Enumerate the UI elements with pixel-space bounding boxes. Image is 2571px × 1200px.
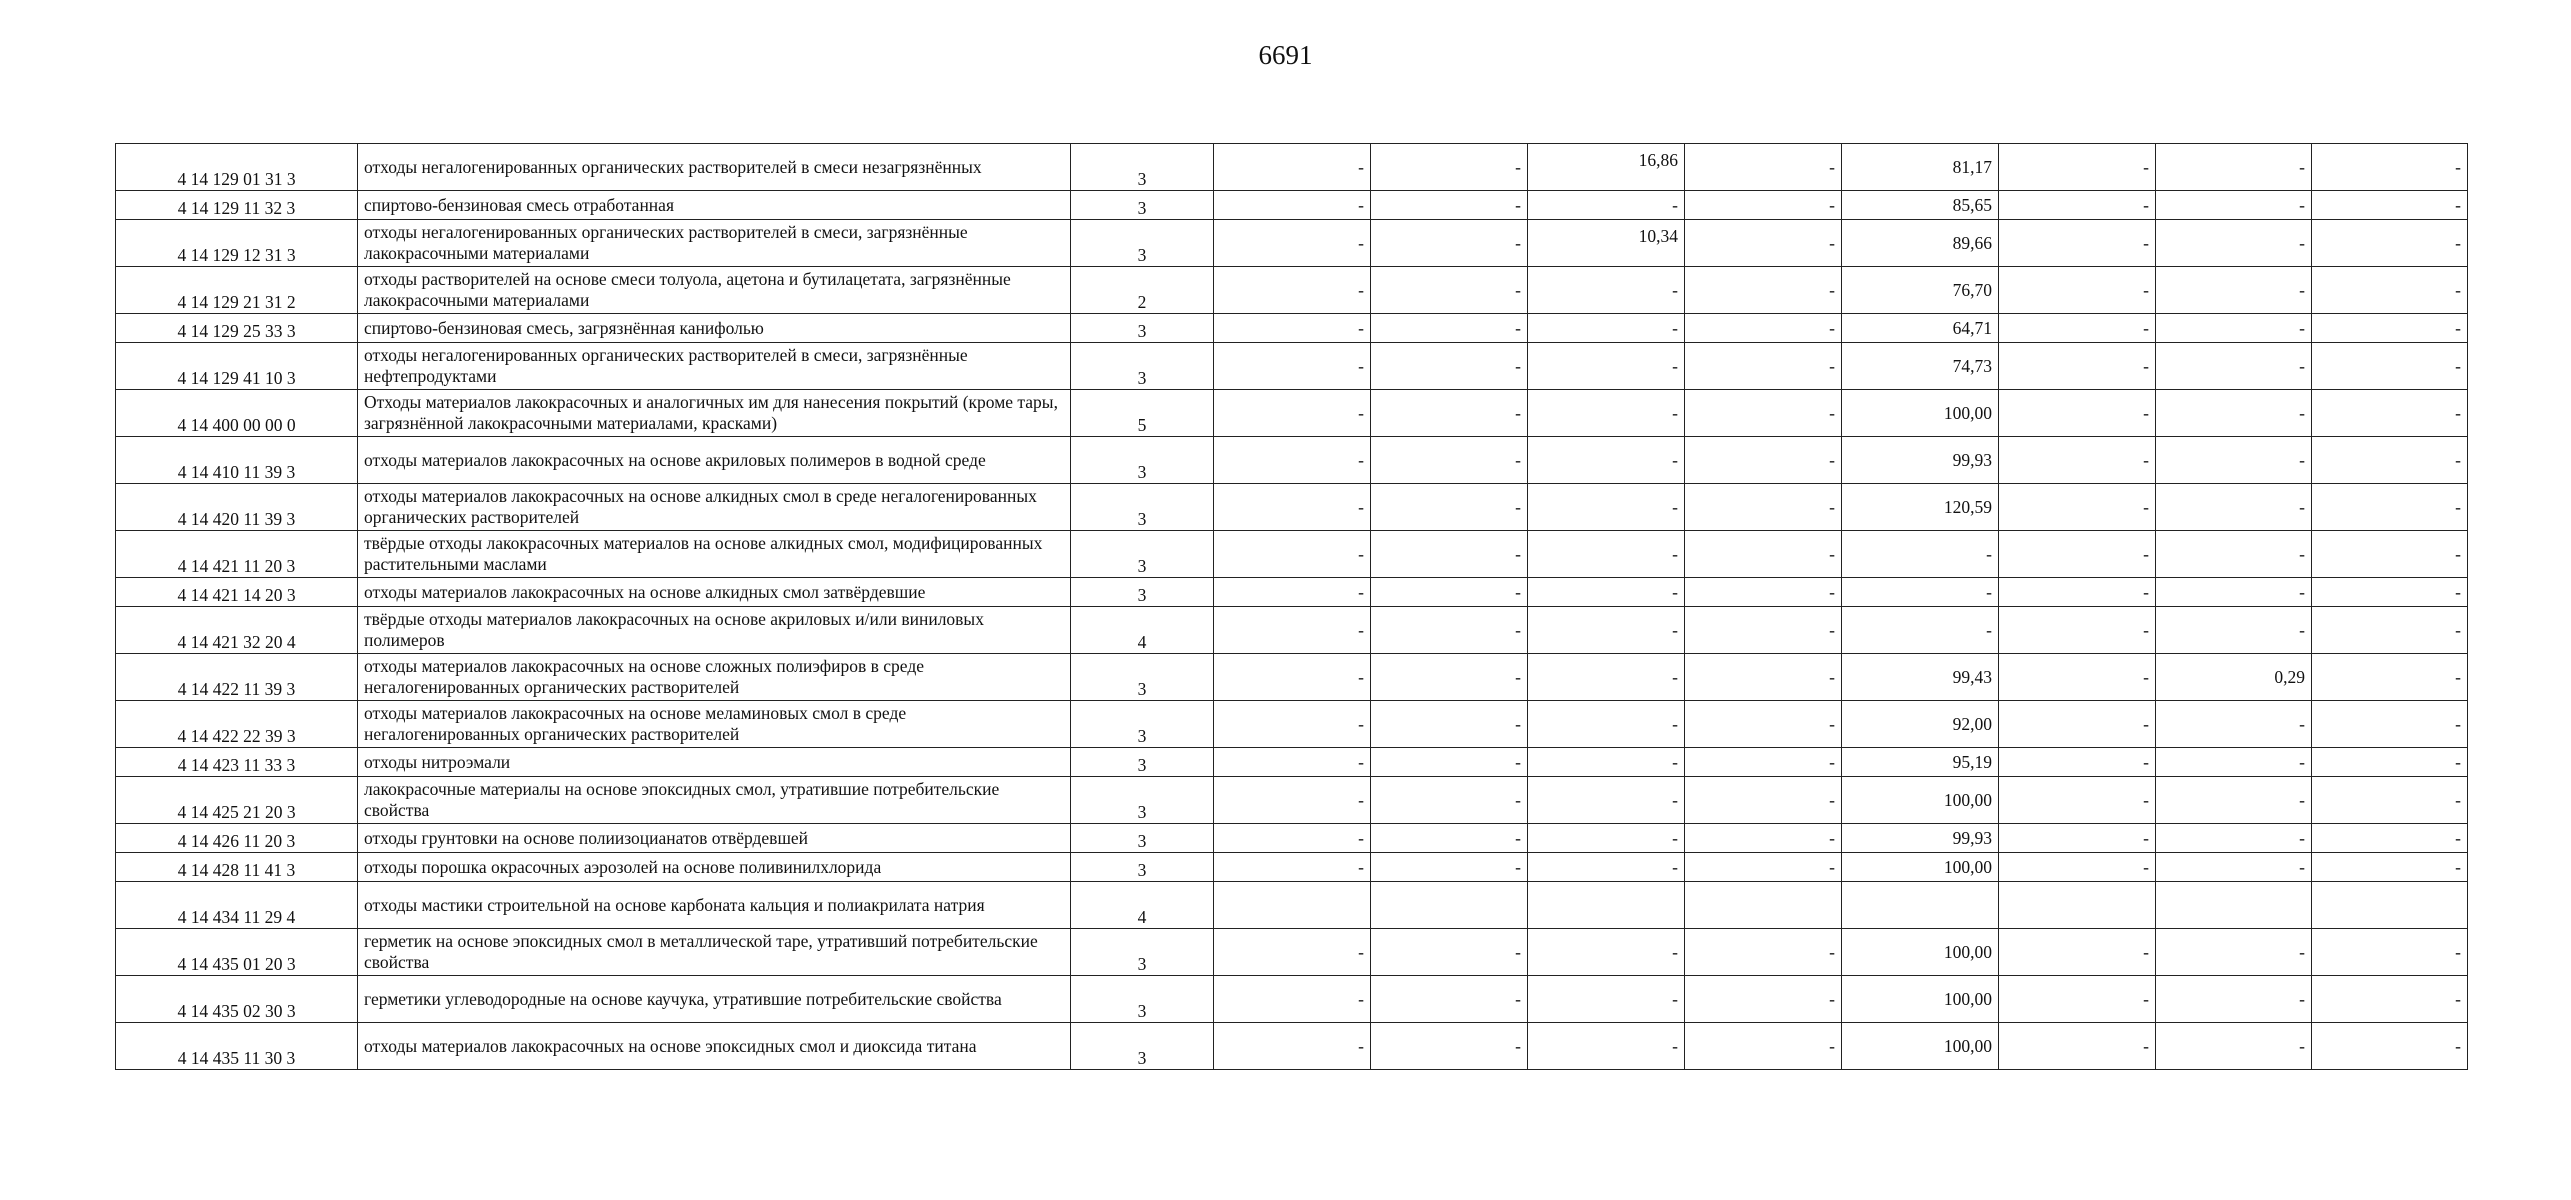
waste-code-cell: 4 14 129 21 31 2 <box>116 267 358 314</box>
value-cell: - <box>1842 578 1999 607</box>
value-cell: - <box>1685 607 1842 654</box>
hazard-class-cell: 3 <box>1071 1023 1214 1070</box>
hazard-class-cell: 4 <box>1071 607 1214 654</box>
value-cell: - <box>1999 578 2156 607</box>
table-row <box>116 191 2468 220</box>
value-cell: - <box>1999 777 2156 824</box>
waste-composition-table <box>115 143 2468 1070</box>
waste-code-cell: 4 14 426 11 20 3 <box>116 824 358 853</box>
waste-code-cell: 4 14 129 12 31 3 <box>116 220 358 267</box>
table-row <box>116 314 2468 343</box>
value-cell: - <box>1371 390 1528 437</box>
table-row <box>116 882 2468 929</box>
waste-code-cell: 4 14 421 11 20 3 <box>116 531 358 578</box>
waste-description-cell: отходы материалов лакокрасочных на основе эпоксидных смол и диоксида титана <box>358 1023 1071 1070</box>
hazard-class-cell: 3 <box>1071 578 1214 607</box>
value-cell: - <box>2156 484 2312 531</box>
waste-description-cell: твёрдые отходы лакокрасочных материалов на основе алкидных смол, модифицированных растительными маслами <box>358 531 1071 578</box>
value-cell: - <box>1999 267 2156 314</box>
value-cell: - <box>1528 267 1685 314</box>
value-cell: - <box>2312 220 2468 267</box>
value-cell: - <box>2156 437 2312 484</box>
table-row <box>116 824 2468 853</box>
value-cell: - <box>1371 777 1528 824</box>
waste-code-cell: 4 14 410 11 39 3 <box>116 437 358 484</box>
hazard-class-cell: 3 <box>1071 824 1214 853</box>
value-cell: - <box>1214 343 1371 390</box>
value-cell: - <box>2156 824 2312 853</box>
value-cell: - <box>2156 390 2312 437</box>
waste-description-cell: отходы порошка окрасочных аэрозолей на основе поливинилхлорида <box>358 853 1071 882</box>
value-cell: - <box>1685 976 1842 1023</box>
value-cell: - <box>2156 531 2312 578</box>
waste-code-cell: 4 14 425 21 20 3 <box>116 777 358 824</box>
value-cell: - <box>1685 343 1842 390</box>
waste-code-cell: 4 14 129 11 32 3 <box>116 191 358 220</box>
value-cell: - <box>1528 929 1685 976</box>
value-cell: - <box>1371 929 1528 976</box>
value-cell <box>1685 882 1842 929</box>
value-cell: - <box>1528 437 1685 484</box>
table-row <box>116 531 2468 578</box>
value-cell: 120,59 <box>1842 484 1999 531</box>
waste-description-cell: отходы материалов лакокрасочных на основе меламиновых смол в среде негалогенированных органических растворителей <box>358 701 1071 748</box>
table-row <box>116 144 2468 191</box>
value-cell: - <box>1685 824 1842 853</box>
value-cell: - <box>1214 853 1371 882</box>
value-cell: - <box>1685 314 1842 343</box>
waste-code-cell: 4 14 129 41 10 3 <box>116 343 358 390</box>
value-cell: - <box>1371 824 1528 853</box>
value-cell: - <box>2312 824 2468 853</box>
value-cell: - <box>1999 220 2156 267</box>
value-cell: - <box>1999 314 2156 343</box>
value-cell: - <box>1214 824 1371 853</box>
value-cell: - <box>1371 976 1528 1023</box>
value-cell: - <box>1999 191 2156 220</box>
value-cell: - <box>2156 777 2312 824</box>
value-cell: - <box>1371 191 1528 220</box>
value-cell: - <box>1999 343 2156 390</box>
value-cell: - <box>1371 267 1528 314</box>
table-row <box>116 484 2468 531</box>
value-cell: - <box>1528 748 1685 777</box>
value-cell: - <box>1999 654 2156 701</box>
hazard-class-cell: 3 <box>1071 853 1214 882</box>
value-cell: - <box>1685 929 1842 976</box>
value-cell: - <box>1999 824 2156 853</box>
waste-description-cell: спиртово-бензиновая смесь, загрязнённая канифолью <box>358 314 1071 343</box>
value-cell: - <box>1528 343 1685 390</box>
value-cell: - <box>2156 976 2312 1023</box>
value-cell: - <box>2156 578 2312 607</box>
value-cell <box>1214 882 1371 929</box>
hazard-class-cell: 4 <box>1071 882 1214 929</box>
value-cell: - <box>2312 1023 2468 1070</box>
value-cell: - <box>1685 267 1842 314</box>
value-cell: - <box>1214 531 1371 578</box>
value-cell <box>1999 882 2156 929</box>
value-cell: 76,70 <box>1842 267 1999 314</box>
waste-code-cell: 4 14 435 01 20 3 <box>116 929 358 976</box>
value-cell: - <box>2156 343 2312 390</box>
hazard-class-cell: 3 <box>1071 314 1214 343</box>
hazard-class-cell: 3 <box>1071 654 1214 701</box>
table-row <box>116 654 2468 701</box>
value-cell: - <box>1214 191 1371 220</box>
value-cell: - <box>1685 220 1842 267</box>
table-row <box>116 607 2468 654</box>
value-cell: - <box>1999 929 2156 976</box>
table-row <box>116 578 2468 607</box>
value-cell: 99,43 <box>1842 654 1999 701</box>
table-body <box>116 144 2468 1070</box>
waste-description-cell: твёрдые отходы материалов лакокрасочных на основе акриловых и/или виниловых полимеров <box>358 607 1071 654</box>
value-cell: - <box>1999 701 2156 748</box>
hazard-class-cell: 2 <box>1071 267 1214 314</box>
hazard-class-cell: 3 <box>1071 220 1214 267</box>
value-cell: - <box>2312 976 2468 1023</box>
value-cell <box>1371 882 1528 929</box>
value-cell: - <box>1371 484 1528 531</box>
value-cell: - <box>1528 390 1685 437</box>
value-cell: - <box>1371 144 1528 191</box>
value-cell: - <box>1685 1023 1842 1070</box>
waste-description-cell: отходы негалогенированных органических растворителей в смеси, загрязнённые нефтепродуктами <box>358 343 1071 390</box>
value-cell: - <box>1685 144 1842 191</box>
value-cell: - <box>2312 343 2468 390</box>
value-cell: - <box>2156 1023 2312 1070</box>
value-cell: - <box>1528 777 1685 824</box>
waste-code-cell: 4 14 435 02 30 3 <box>116 976 358 1023</box>
value-cell: - <box>1214 929 1371 976</box>
waste-description-cell: отходы негалогенированных органических растворителей в смеси незагрязнённых <box>358 144 1071 191</box>
value-cell: - <box>1528 191 1685 220</box>
value-cell: - <box>1371 437 1528 484</box>
value-cell: - <box>2156 144 2312 191</box>
waste-code-cell: 4 14 423 11 33 3 <box>116 748 358 777</box>
value-cell: - <box>1685 853 1842 882</box>
value-cell: - <box>1214 607 1371 654</box>
value-cell: - <box>2312 191 2468 220</box>
value-cell: - <box>2312 437 2468 484</box>
value-cell: - <box>1999 1023 2156 1070</box>
value-cell: - <box>2156 267 2312 314</box>
value-cell: - <box>2156 748 2312 777</box>
value-cell: - <box>1214 748 1371 777</box>
waste-code-cell: 4 14 421 32 20 4 <box>116 607 358 654</box>
value-cell: - <box>1214 267 1371 314</box>
value-cell: 99,93 <box>1842 437 1999 484</box>
value-cell: - <box>1685 484 1842 531</box>
value-cell: - <box>1214 976 1371 1023</box>
value-cell: - <box>1842 607 1999 654</box>
waste-code-cell: 4 14 435 11 30 3 <box>116 1023 358 1070</box>
hazard-class-cell: 3 <box>1071 343 1214 390</box>
value-cell: - <box>2312 390 2468 437</box>
value-cell: - <box>2156 701 2312 748</box>
value-cell: - <box>2312 929 2468 976</box>
waste-description-cell: лакокрасочные материалы на основе эпоксидных смол, утратившие потребительские свойства <box>358 777 1071 824</box>
value-cell: 85,65 <box>1842 191 1999 220</box>
value-cell: - <box>1371 578 1528 607</box>
value-cell: - <box>2156 191 2312 220</box>
value-cell: - <box>2312 701 2468 748</box>
value-cell: 64,71 <box>1842 314 1999 343</box>
value-cell: 81,17 <box>1842 144 1999 191</box>
value-cell: 99,93 <box>1842 824 1999 853</box>
waste-description-cell: отходы материалов лакокрасочных на основе сложных полиэфиров в среде негалогенированных органических растворителей <box>358 654 1071 701</box>
value-cell: - <box>1214 484 1371 531</box>
table-row <box>116 748 2468 777</box>
waste-description-cell: отходы материалов лакокрасочных на основе алкидных смол затвёрдевшие <box>358 578 1071 607</box>
waste-description-cell: отходы материалов лакокрасочных на основе алкидных смол в среде негалогенированных органических растворителей <box>358 484 1071 531</box>
hazard-class-cell: 3 <box>1071 748 1214 777</box>
value-cell <box>2156 882 2312 929</box>
table-row <box>116 976 2468 1023</box>
value-cell: - <box>2312 314 2468 343</box>
value-cell: - <box>1999 531 2156 578</box>
value-cell <box>1528 882 1685 929</box>
value-cell: - <box>1214 314 1371 343</box>
waste-code-cell: 4 14 434 11 29 4 <box>116 882 358 929</box>
waste-description-cell: Отходы материалов лакокрасочных и аналогичных им для нанесения покрытий (кроме тары, загрязнённой лакокрасочными материалами, красками) <box>358 390 1071 437</box>
value-cell: 100,00 <box>1842 1023 1999 1070</box>
value-cell: - <box>1214 701 1371 748</box>
value-cell: - <box>2312 484 2468 531</box>
waste-code-cell: 4 14 400 00 00 0 <box>116 390 358 437</box>
waste-code-cell: 4 14 428 11 41 3 <box>116 853 358 882</box>
value-cell: - <box>1214 1023 1371 1070</box>
value-cell: 92,00 <box>1842 701 1999 748</box>
waste-description-cell: отходы нитроэмали <box>358 748 1071 777</box>
value-cell: - <box>1528 314 1685 343</box>
value-cell: - <box>1371 531 1528 578</box>
value-cell: - <box>1999 390 2156 437</box>
value-cell: - <box>2312 531 2468 578</box>
value-cell: - <box>1528 654 1685 701</box>
value-cell: - <box>1371 220 1528 267</box>
waste-description-cell: герметик на основе эпоксидных смол в металлической таре, утративший потребительские свойства <box>358 929 1071 976</box>
page-number: 6691 <box>1258 40 1313 70</box>
value-cell: - <box>1528 578 1685 607</box>
waste-code-cell: 4 14 422 22 39 3 <box>116 701 358 748</box>
table-row <box>116 390 2468 437</box>
waste-description-cell: отходы мастики строительной на основе карбоната кальция и полиакрилата натрия <box>358 882 1071 929</box>
value-cell: - <box>1999 484 2156 531</box>
table-row <box>116 1023 2468 1070</box>
value-cell: - <box>2156 853 2312 882</box>
value-cell: - <box>1214 144 1371 191</box>
value-cell: - <box>1371 748 1528 777</box>
value-cell: - <box>1528 607 1685 654</box>
value-cell: - <box>1685 654 1842 701</box>
waste-description-cell: отходы материалов лакокрасочных на основе акриловых полимеров в водной среде <box>358 437 1071 484</box>
table-row <box>116 343 2468 390</box>
value-cell: 100,00 <box>1842 390 1999 437</box>
waste-code-cell: 4 14 422 11 39 3 <box>116 654 358 701</box>
value-cell: - <box>1214 578 1371 607</box>
value-cell: - <box>1371 1023 1528 1070</box>
value-cell: 100,00 <box>1842 929 1999 976</box>
value-cell: - <box>2312 578 2468 607</box>
value-cell: 89,66 <box>1842 220 1999 267</box>
value-cell: - <box>2312 748 2468 777</box>
table-row <box>116 220 2468 267</box>
value-cell: - <box>1528 1023 1685 1070</box>
value-cell: - <box>1685 777 1842 824</box>
value-cell: - <box>1214 220 1371 267</box>
value-cell: - <box>1528 484 1685 531</box>
value-cell: - <box>1685 531 1842 578</box>
value-cell: - <box>2156 220 2312 267</box>
value-cell: - <box>1371 701 1528 748</box>
table-row <box>116 777 2468 824</box>
value-cell: - <box>1371 853 1528 882</box>
value-cell: - <box>1528 531 1685 578</box>
value-cell: - <box>1842 531 1999 578</box>
waste-description-cell: герметики углеводородные на основе каучука, утратившие потребительские свойства <box>358 976 1071 1023</box>
table-row <box>116 929 2468 976</box>
value-cell: - <box>1214 777 1371 824</box>
waste-code-cell: 4 14 420 11 39 3 <box>116 484 358 531</box>
hazard-class-cell: 3 <box>1071 777 1214 824</box>
value-cell: - <box>1214 654 1371 701</box>
hazard-class-cell: 3 <box>1071 531 1214 578</box>
hazard-class-cell: 3 <box>1071 437 1214 484</box>
value-cell: 16,86 <box>1528 144 1685 191</box>
value-cell: - <box>1999 976 2156 1023</box>
hazard-class-cell: 3 <box>1071 929 1214 976</box>
value-cell: - <box>2312 777 2468 824</box>
value-cell: - <box>1528 701 1685 748</box>
value-cell: - <box>1371 343 1528 390</box>
value-cell: 0,29 <box>2156 654 2312 701</box>
table-row <box>116 701 2468 748</box>
value-cell <box>2312 882 2468 929</box>
hazard-class-cell: 3 <box>1071 484 1214 531</box>
hazard-class-cell: 3 <box>1071 701 1214 748</box>
value-cell: - <box>1685 437 1842 484</box>
waste-description-cell: отходы растворителей на основе смеси толуола, ацетона и бутилацетата, загрязнённые лакокрасочными материалами <box>358 267 1071 314</box>
value-cell: - <box>2312 607 2468 654</box>
waste-description-cell: спиртово-бензиновая смесь отработанная <box>358 191 1071 220</box>
value-cell: - <box>1685 390 1842 437</box>
value-cell: - <box>1528 976 1685 1023</box>
value-cell: 74,73 <box>1842 343 1999 390</box>
value-cell: - <box>2312 144 2468 191</box>
value-cell: - <box>2312 654 2468 701</box>
value-cell: - <box>1371 607 1528 654</box>
hazard-class-cell: 3 <box>1071 976 1214 1023</box>
waste-description-cell: отходы грунтовки на основе полиизоцианатов отвёрдевшей <box>358 824 1071 853</box>
value-cell: - <box>2312 853 2468 882</box>
table-row <box>116 437 2468 484</box>
value-cell: - <box>1685 748 1842 777</box>
value-cell: 100,00 <box>1842 976 1999 1023</box>
value-cell: - <box>1214 437 1371 484</box>
value-cell: - <box>1685 578 1842 607</box>
value-cell: 100,00 <box>1842 853 1999 882</box>
value-cell: 100,00 <box>1842 777 1999 824</box>
value-cell: - <box>1999 748 2156 777</box>
hazard-class-cell: 5 <box>1071 390 1214 437</box>
table-row <box>116 853 2468 882</box>
value-cell: - <box>2156 314 2312 343</box>
value-cell <box>1842 882 1999 929</box>
value-cell: - <box>1999 144 2156 191</box>
hazard-class-cell: 3 <box>1071 191 1214 220</box>
value-cell: 10,34 <box>1528 220 1685 267</box>
value-cell: - <box>2156 929 2312 976</box>
value-cell: - <box>2156 607 2312 654</box>
value-cell: - <box>1214 390 1371 437</box>
waste-code-cell: 4 14 129 25 33 3 <box>116 314 358 343</box>
waste-code-cell: 4 14 129 01 31 3 <box>116 144 358 191</box>
value-cell: - <box>1999 437 2156 484</box>
hazard-class-cell: 3 <box>1071 144 1214 191</box>
value-cell: 95,19 <box>1842 748 1999 777</box>
table-row <box>116 267 2468 314</box>
value-cell: - <box>1685 191 1842 220</box>
value-cell: - <box>1999 853 2156 882</box>
value-cell: - <box>1371 654 1528 701</box>
value-cell: - <box>1685 701 1842 748</box>
value-cell: - <box>1528 853 1685 882</box>
value-cell: - <box>1371 314 1528 343</box>
value-cell: - <box>1528 824 1685 853</box>
waste-description-cell: отходы негалогенированных органических растворителей в смеси, загрязнённые лакокрасочными материалами <box>358 220 1071 267</box>
waste-code-cell: 4 14 421 14 20 3 <box>116 578 358 607</box>
value-cell: - <box>1999 607 2156 654</box>
value-cell: - <box>2312 267 2468 314</box>
